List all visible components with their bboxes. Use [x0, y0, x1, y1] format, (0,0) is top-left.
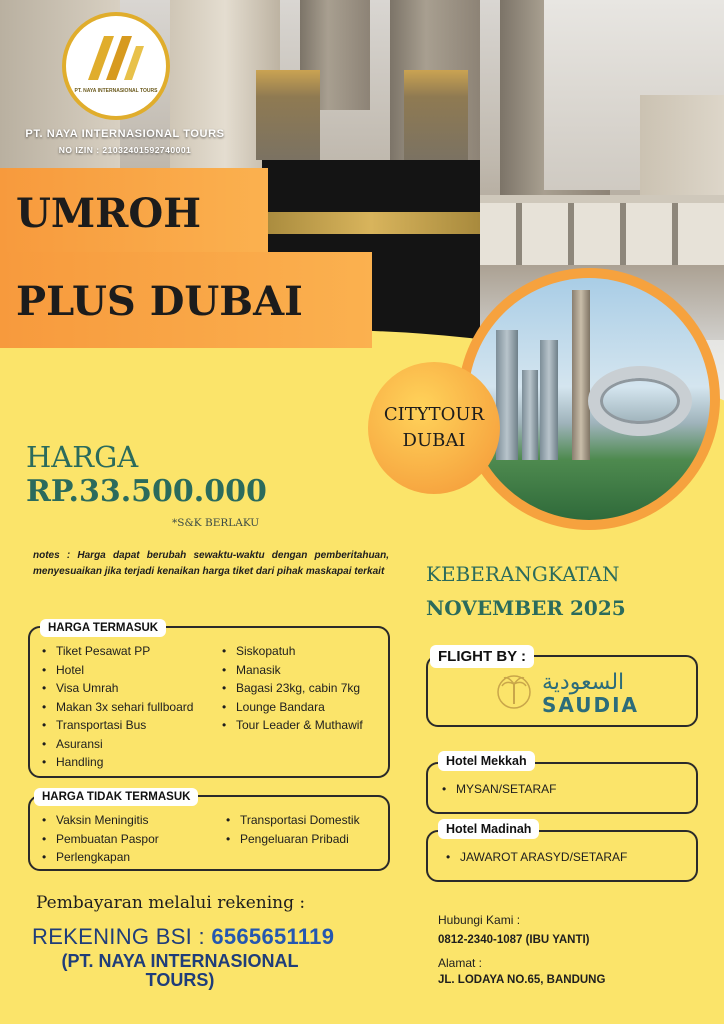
- address: JL. LODAYA NO.65, BANDUNG: [438, 974, 606, 986]
- terms-note: *S&K BERLAKU: [172, 517, 260, 529]
- title-line-1: UMROH: [0, 168, 268, 252]
- saudia-palm-icon: [496, 672, 532, 712]
- flight-label: FLIGHT BY :: [430, 645, 534, 668]
- citytour-line-2: DUBAI: [402, 430, 466, 452]
- list-item: • Siskopatuh: [222, 642, 363, 661]
- list-item: • Makan 3x sehari fullboard: [42, 698, 193, 717]
- list-item: • Bagasi 23kg, cabin 7kg: [222, 679, 363, 698]
- list-item: • Vaksin Meningitis: [42, 811, 159, 830]
- license-number: NO IZIN : 21032401592740001: [58, 145, 192, 155]
- price-notes: notes : Harga dapat berubah sewaktu-waktu dengan pemberitahuan, menyesuaikan jika terjadi kenaikan harga tiket dari pihak maskapai terkait: [33, 550, 389, 577]
- list-item: • Lounge Bandara: [222, 698, 363, 717]
- list-item: • Perlengkapan: [42, 848, 159, 867]
- bank-prefix: REKENING BSI :: [32, 924, 212, 949]
- list-item: • Asuransi: [42, 735, 193, 754]
- list-item: • Tour Leader & Muthawif: [222, 716, 363, 735]
- list-item: • Manasik: [222, 661, 363, 680]
- airline-name: SAUDIA: [542, 693, 640, 717]
- list-item: • Handling: [42, 753, 193, 772]
- included-box: [28, 622, 390, 778]
- contact-label: Hubungi Kami :: [438, 913, 521, 927]
- dubai-city-photo: [468, 278, 710, 520]
- list-item: • Hotel: [42, 661, 193, 680]
- excluded-box: [28, 791, 390, 871]
- citytour-line-1: CITYTOUR: [383, 404, 485, 425]
- price-label: HARGA: [26, 440, 139, 474]
- logo-mark-icon: [84, 32, 148, 84]
- hotel-mekkah-name: • MYSAN/SETARAF: [442, 780, 556, 799]
- departure-label: KEBERANGKATAN: [426, 562, 620, 586]
- list-item: • Tiket Pesawat PP: [42, 642, 193, 661]
- list-item: • Pembuatan Paspor: [42, 830, 159, 849]
- museum-of-future: [588, 366, 692, 436]
- account-name: (PT. NAYA INTERNASIONAL TOURS): [61, 951, 299, 990]
- account-number: 6565651119: [211, 924, 335, 949]
- list-item: • Pengeluaran Pribadi: [226, 830, 360, 849]
- company-logo: [66, 16, 166, 116]
- citytour-badge: [368, 362, 500, 494]
- title-line-2: PLUS DUBAI: [0, 252, 372, 348]
- list-item: • Transportasi Domestik: [226, 811, 360, 830]
- excluded-title: HARGA TIDAK TERMASUK: [34, 788, 198, 806]
- hotel-madinah-name: • JAWAROT ARASYD/SETARAF: [446, 848, 627, 867]
- logo-caption: PT. NAYA INTERNASIONAL TOURS: [74, 88, 158, 94]
- departure-date: NOVEMBER 2025: [426, 596, 626, 620]
- hotel-mekkah-label: Hotel Mekkah: [438, 751, 535, 771]
- included-title: HARGA TERMASUK: [40, 619, 166, 637]
- airline-arabic: السعودية: [542, 670, 625, 695]
- hotel-madinah-label: Hotel Madinah: [438, 819, 539, 839]
- price-value: RP.33.500.000: [26, 474, 267, 509]
- bank-account: [32, 924, 334, 950]
- contact-phone: 0812-2340-1087 (IBU YANTI): [438, 934, 590, 946]
- list-item: • Transportasi Bus: [42, 716, 193, 735]
- payment-label: Pembayaran melalui rekening :: [36, 893, 306, 913]
- address-label: Alamat :: [438, 956, 483, 970]
- list-item: • Visa Umrah: [42, 679, 193, 698]
- company-name: PT. NAYA INTERNASIONAL TOURS: [25, 128, 225, 140]
